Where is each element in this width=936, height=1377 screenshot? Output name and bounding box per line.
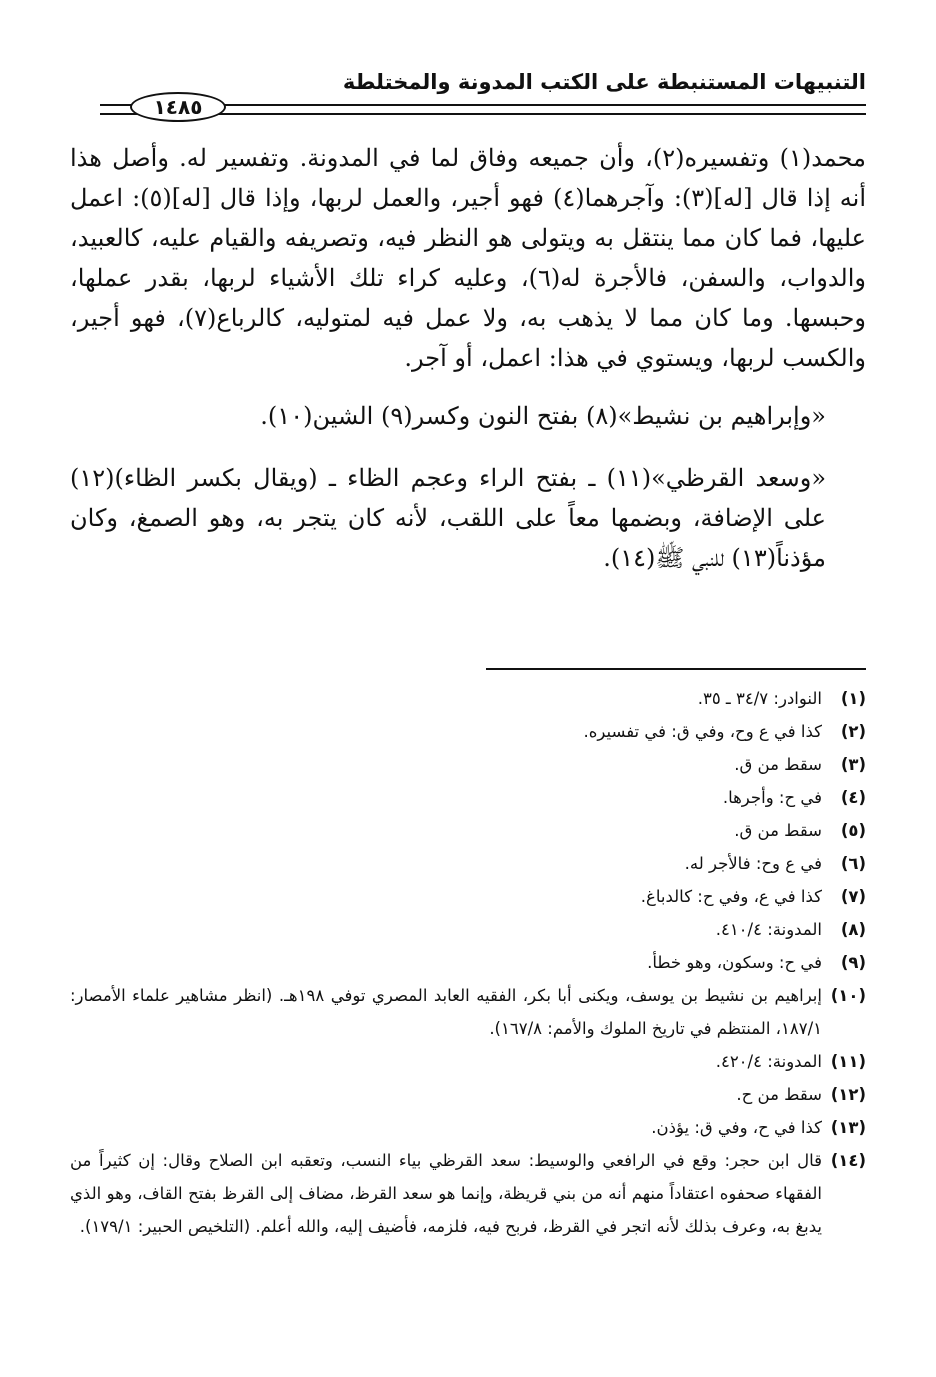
footnote-item <box>70 1144 866 1243</box>
running-title: التنبيهات المستنبطة على الكتب المدونة والمختلطة <box>342 70 866 94</box>
footnote-number: (١١) <box>830 1052 866 1071</box>
footnote-text: كذا في ع، وفي ح: كالدباغ. <box>640 887 822 906</box>
footnote-number: (٤) <box>840 788 866 807</box>
footnote-text: النوادر: ٣٤/٧ ـ ٣٥. <box>697 689 822 708</box>
footnote-number: (١٤) <box>830 1151 866 1170</box>
footnote-text: في ح: وسكون، وهو خطأ. <box>647 953 822 972</box>
footnote-item <box>70 1111 866 1144</box>
paragraph-1: محمد(١) وتفسيره(٢)، وأن جميعه وفاق لما في المدونة. وتفسير له. وأصل هذا أنه إذا قال [له](٣): وآجرهما(٤) فهو أجير، والعمل لربها، وإذا قال [له](٥): اعمل عليها، فما كان مما ينتقل به ويتولى هو النظر فيه، وتصريفه والقيام عليه، كالعبيد، والدواب، والسفن، فالأجرة له(٦)، وعليه كراء تلك الأشياء لربها، بقدر عملها، وحبسها. وما كان مما لا يذهب به، ولا عمل فيه لمتوليه، كالرباع(٧)، فهو أجير، والكسب لربها، ويستوي في هذا: اعمل، أو آجر. <box>70 144 867 372</box>
paragraph-2: «وإبراهيم بن نشيط»(٨) بفتح النون وكسر(٩) الشين(١٠). <box>260 402 826 430</box>
footnote-number: (٧) <box>840 887 866 906</box>
footnote-item <box>70 913 866 946</box>
footnote-text: المدونة: ٤١٠/٤. <box>715 920 822 939</box>
page-number: ١٤٨٥ <box>130 92 226 122</box>
footnote-item <box>70 979 866 1045</box>
footnote-text: المدونة: ٤٢٠/٤. <box>715 1052 822 1071</box>
footnote-item <box>70 1045 866 1078</box>
footnote-item <box>70 781 866 814</box>
footnote-text: كذا في ح، وفي ق: يؤذن. <box>651 1118 822 1137</box>
paragraph-3: «وسعد القرظي»(١١) ـ بفتح الراء وعجم الظاء ـ (ويقال بكسر الظاء)(١٢) على الإضافة، وبضمها معاً على اللقب، لأنه كان يتجر به، وهو الصمغ، وكان مؤذناً(١٣) للنبي ﷺ(١٤). <box>70 464 827 572</box>
footnote-number: (١٣) <box>830 1118 866 1137</box>
footnote-separator <box>486 668 866 670</box>
footnote-number: (١٢) <box>830 1085 866 1104</box>
main-text <box>70 138 866 600</box>
footnote-item <box>70 814 866 847</box>
footnote-number: (٥) <box>840 821 866 840</box>
footnote-item <box>70 682 866 715</box>
footnote-number: (٦) <box>840 854 866 873</box>
footnote-item <box>70 847 866 880</box>
footnote-text: إبراهيم بن نشيط بن يوسف، ويكنى أبا بكر، الفقيه العابد المصري توفي ١٩٨هـ. (انظر مشاهير علماء الأمصار: ١٨٧/١، المنتظم في تاريخ الملوك والأمم: ١٦٧/٨). <box>70 986 822 1038</box>
footnote-text: قال ابن حجر: وقع في الرافعي والوسيط: سعد القرظي بياء النسب، وتعقبه ابن الصلاح وقال: إن كثيراً من الفقهاء صحفوه اعتقاداً منهم أنه من بني قريظة، وإنما هو سعد القرظ، مضاف إلى القرظ بفتح القاف، وهو الذي يدبغ به، وعرف بذلك لأنه اتجر في القرظ، فربح فيه، فلزمه، فأضيف إليه، والله أعلم. (التلخيص الحبير: ١٧٩/١). <box>70 1151 822 1236</box>
footnote-text: في ع وح: فالأجر له. <box>684 854 822 873</box>
footnote-item <box>70 715 866 748</box>
footnote-number: (٨) <box>840 920 866 939</box>
footnote-number: (٢) <box>840 722 866 741</box>
footnote-item <box>70 748 866 781</box>
footnote-text: في ح: وأجرها. <box>722 788 822 807</box>
footnote-number: (١٠) <box>830 986 866 1005</box>
footnote-number: (١) <box>840 689 866 708</box>
footnote-number: (٣) <box>840 755 866 774</box>
footnote-item <box>70 880 866 913</box>
footnote-item <box>70 946 866 979</box>
footnotes <box>70 682 866 1243</box>
footnote-text: سقط من ق. <box>734 755 822 774</box>
footnote-text: كذا في ع وح، وفي ق: في تفسيره. <box>583 722 822 741</box>
footnote-text: سقط من ح. <box>736 1085 822 1104</box>
footnote-text: سقط من ق. <box>734 821 822 840</box>
footnote-number: (٩) <box>840 953 866 972</box>
footnote-item <box>70 1078 866 1111</box>
